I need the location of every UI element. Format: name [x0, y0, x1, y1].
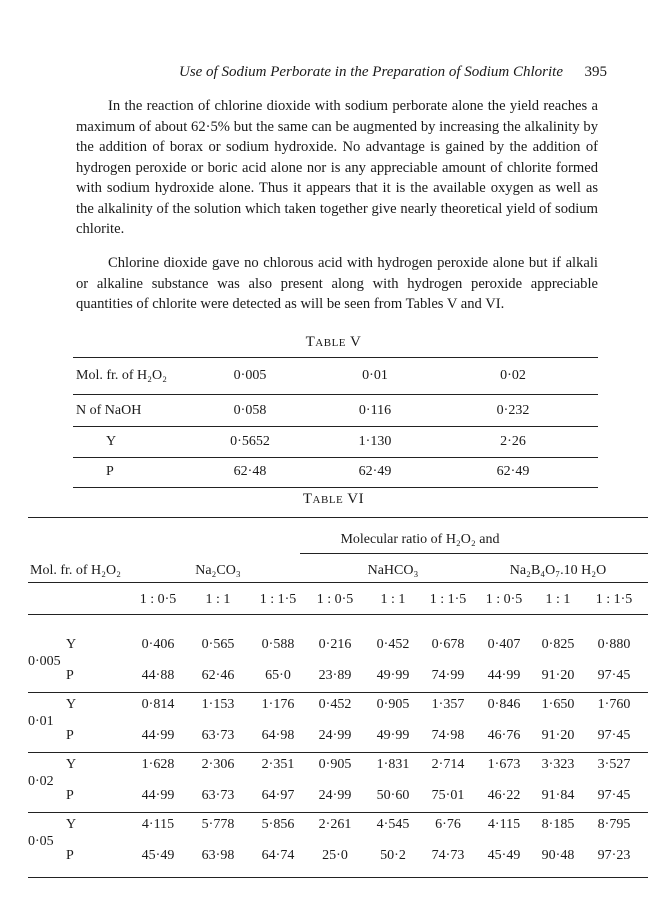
table-vi-cell: 25·0: [322, 848, 348, 863]
table-vi-ratio-header: 1 : 1: [545, 592, 571, 607]
table-vi-cell: 65·0: [265, 668, 291, 683]
table-vi-ratio-header: 1 : 0·5: [139, 592, 177, 607]
table-vi-cell: 0·678: [431, 637, 465, 652]
table-vi-cell: 0·406: [141, 637, 175, 652]
table-vi-cell: 2·306: [201, 757, 235, 772]
table-vi-cell: 2·261: [318, 817, 352, 832]
table-vi-y-label: Y: [66, 637, 77, 652]
table-vi-cell: 0·880: [597, 637, 631, 652]
table-v-cell: 0·5652: [230, 434, 270, 449]
table-vi-ratio-header: 1 : 1·5: [595, 592, 633, 607]
table-vi-cell: 90·48: [541, 848, 575, 863]
table-vi-y-label: Y: [66, 757, 77, 772]
table-vi-mol-fr: 0·005: [28, 654, 61, 669]
table-vi-cell: 74·98: [431, 728, 465, 743]
table-v-cell: 0·116: [358, 403, 392, 418]
table-vi-mol-fr: 0·02: [28, 774, 54, 789]
table-vi-cell: 97·45: [597, 668, 631, 683]
table-vi-cell: 46·76: [487, 728, 521, 743]
table-vi-cell: 1·357: [431, 697, 465, 712]
table-v-cell: 62·49: [496, 464, 530, 479]
table-vi-cell: 97·45: [597, 728, 631, 743]
table-vi-cell: 0·565: [201, 637, 235, 652]
table-vi-cell: 64·98: [261, 728, 295, 743]
table-vi-rule: [28, 752, 648, 753]
table-vi-cell: 1·176: [261, 697, 295, 712]
table-vi-cell: 4·115: [487, 817, 521, 832]
table-v-row-label: P: [106, 464, 114, 479]
table-vi-top-rule: [28, 517, 648, 518]
table-vi-cell: 75·01: [431, 788, 465, 803]
table-vi-cell: 0·216: [318, 637, 352, 652]
table-vi-cell: 45·49: [141, 848, 175, 863]
table-vi-cell: 44·99: [141, 788, 175, 803]
table-vi-cell: 0·407: [487, 637, 521, 652]
running-header: [0, 64, 667, 86]
table-vi-cell: 50·60: [376, 788, 410, 803]
table-vi-p-label: P: [66, 848, 74, 863]
table-vi-cell: 50·2: [380, 848, 406, 863]
table-vi-bottom-rule: [28, 877, 648, 878]
table-vi-cell: 44·99: [141, 728, 175, 743]
running-title: Use of Sodium Perborate in the Preparation of Sodium Chlorite: [178, 64, 563, 80]
table-v-rule: [73, 457, 598, 458]
table-vi-cell: 74·99: [431, 668, 465, 683]
table-vi-cell: 45·49: [487, 848, 521, 863]
table-vi-ratio-header: 1 : 0·5: [316, 592, 354, 607]
table-v-rule: [73, 426, 598, 427]
table-vi-cell: 1·673: [487, 757, 521, 772]
table-v-row-label: Y: [106, 434, 117, 449]
paragraph-1: In the reaction of chlorine dioxide with sodium perborate alone the yield reaches a maximum of about 62·5% but the same can be augmented by increasing the alkalinity by the addition of borax or sodium hydroxide. No advantage is gained by the addition of hydrogen peroxide or boric acid alone nor is any appreciable amount of chlorite formed with sodium hydroxide alone. Thus it appears that it is the available oxygen as well as the alkalinity of the solution which taken together give nearly theoretical yield of sodium chlorite.: [76, 98, 598, 237]
table-vi-y-label: Y: [66, 817, 77, 832]
table-v-cell: 0·02: [500, 368, 526, 383]
table-vi-cell: 1·831: [376, 757, 410, 772]
table-v-cell: 1·130: [358, 434, 392, 449]
table-vi-ratio-header: 1 : 1: [380, 592, 406, 607]
table-vi-cell: 23·89: [318, 668, 352, 683]
table-vi-p-label: P: [66, 668, 74, 683]
table-vi-cell: 5·856: [261, 817, 295, 832]
table-v-cell: 0·01: [362, 368, 388, 383]
table-vi-mol-fr: 0·05: [28, 834, 54, 849]
table-vi-cell: 8·185: [541, 817, 575, 832]
table-vi-cell: 91·20: [541, 728, 575, 743]
table-vi-cell: 91·20: [541, 668, 575, 683]
table-vi-cell: 4·115: [141, 817, 175, 832]
table-v-cell: 0·005: [233, 368, 267, 383]
table-vi-cell: 64·74: [261, 848, 295, 863]
table-vi-ratio-header: 1 : 0·5: [485, 592, 523, 607]
table-vi-cell: 44·88: [141, 668, 175, 683]
table-v-bottom-rule: [73, 487, 598, 488]
table-vi-cell: 63·73: [201, 728, 235, 743]
table-vi-cell: 0·905: [376, 697, 410, 712]
table-vi-rule: [300, 553, 648, 554]
table-vi-cell: 0·588: [261, 637, 295, 652]
table-vi-y-label: Y: [66, 697, 77, 712]
table-v-row-label: Mol. fr. of H₂O₂: [76, 368, 168, 383]
table-vi-cell: 3·323: [541, 757, 575, 772]
table-v-caption: Table V: [305, 334, 362, 350]
table-vi-cell: 44·99: [487, 668, 521, 683]
table-vi-p-label: P: [66, 788, 74, 803]
table-v-cell: 62·49: [358, 464, 392, 479]
table-vi-rule: [28, 614, 648, 615]
table-vi-cell: 1·153: [201, 697, 235, 712]
table-v-cell: 62·48: [233, 464, 267, 479]
table-vi-cell: 97·45: [597, 788, 631, 803]
table-vi-group-header: Na₂B₄O₇.10 H₂O: [509, 563, 607, 578]
table-vi-cell: 24·99: [318, 788, 352, 803]
table-vi-cell: 4·545: [376, 817, 410, 832]
table-vi-cell: 74·73: [431, 848, 465, 863]
table-vi-super-header: Molecular ratio of H₂O₂ and: [340, 532, 500, 547]
table-vi-cell: 0·814: [141, 697, 175, 712]
table-vi-cell: 3·527: [597, 757, 631, 772]
table-vi-cell: 5·778: [201, 817, 235, 832]
table-vi-cell: 49·99: [376, 668, 410, 683]
table-vi-cell: 1·760: [597, 697, 631, 712]
table-vi-cell: 63·98: [201, 848, 235, 863]
table-vi-cell: 1·650: [541, 697, 575, 712]
table-vi-cell: 8·795: [597, 817, 631, 832]
table-vi-cell: 0·452: [376, 637, 410, 652]
page-number: 395: [584, 64, 607, 80]
table-vi-cell: 1·628: [141, 757, 175, 772]
table-vi-rule: [28, 692, 648, 693]
table-v-cell: 0·232: [496, 403, 530, 418]
table-vi-cell: 0·846: [487, 697, 521, 712]
table-vi-ratio-header: 1 : 1: [205, 592, 231, 607]
table-v-rule: [73, 394, 598, 395]
table-vi-mol-fr: 0·01: [28, 714, 54, 729]
table-vi-cell: 64·97: [261, 788, 295, 803]
table-vi-ratio-header: 1 : 1·5: [259, 592, 297, 607]
paragraph-2: Chlorine dioxide gave no chlorous acid with hydrogen peroxide alone but if alkali or alkaline substance was also present along with hydrogen peroxide appreciable quantities of chlorite were detected as will be seen from Tables V and VI.: [76, 255, 598, 312]
table-vi-cell: 0·905: [318, 757, 352, 772]
table-vi-ratio-header: 1 : 1·5: [429, 592, 467, 607]
table-v-row-label: N of NaOH: [76, 403, 142, 418]
table-vi-group-header: Na₂CO₃: [195, 563, 241, 578]
table-vi-cell: 2·714: [431, 757, 465, 772]
table-vi-rule: [28, 812, 648, 813]
table-vi-cell: 0·825: [541, 637, 575, 652]
table-vi-cell: 91·84: [541, 788, 575, 803]
table-vi-group-header: NaHCO₃: [367, 563, 419, 578]
table-vi-p-label: P: [66, 728, 74, 743]
table-v-top-rule: [73, 357, 598, 358]
table-vi-row-header: Mol. fr. of H₂O₂: [30, 563, 122, 578]
table-vi-cell: 2·351: [261, 757, 295, 772]
table-vi-cell: 62·46: [201, 668, 235, 683]
table-v-cell: 0·058: [233, 403, 267, 418]
table-vi-cell: 24·99: [318, 728, 352, 743]
table-vi-cell: 6·76: [435, 817, 461, 832]
table-vi-cell: 0·452: [318, 697, 352, 712]
table-vi-cell: 49·99: [376, 728, 410, 743]
table-vi-cell: 97·23: [597, 848, 631, 863]
table-vi-cell: 46·22: [487, 788, 521, 803]
table-vi-caption: Table VI: [302, 491, 365, 507]
table-vi-cell: 63·73: [201, 788, 235, 803]
table-v-cell: 2·26: [500, 434, 526, 449]
table-vi-rule: [28, 582, 648, 583]
